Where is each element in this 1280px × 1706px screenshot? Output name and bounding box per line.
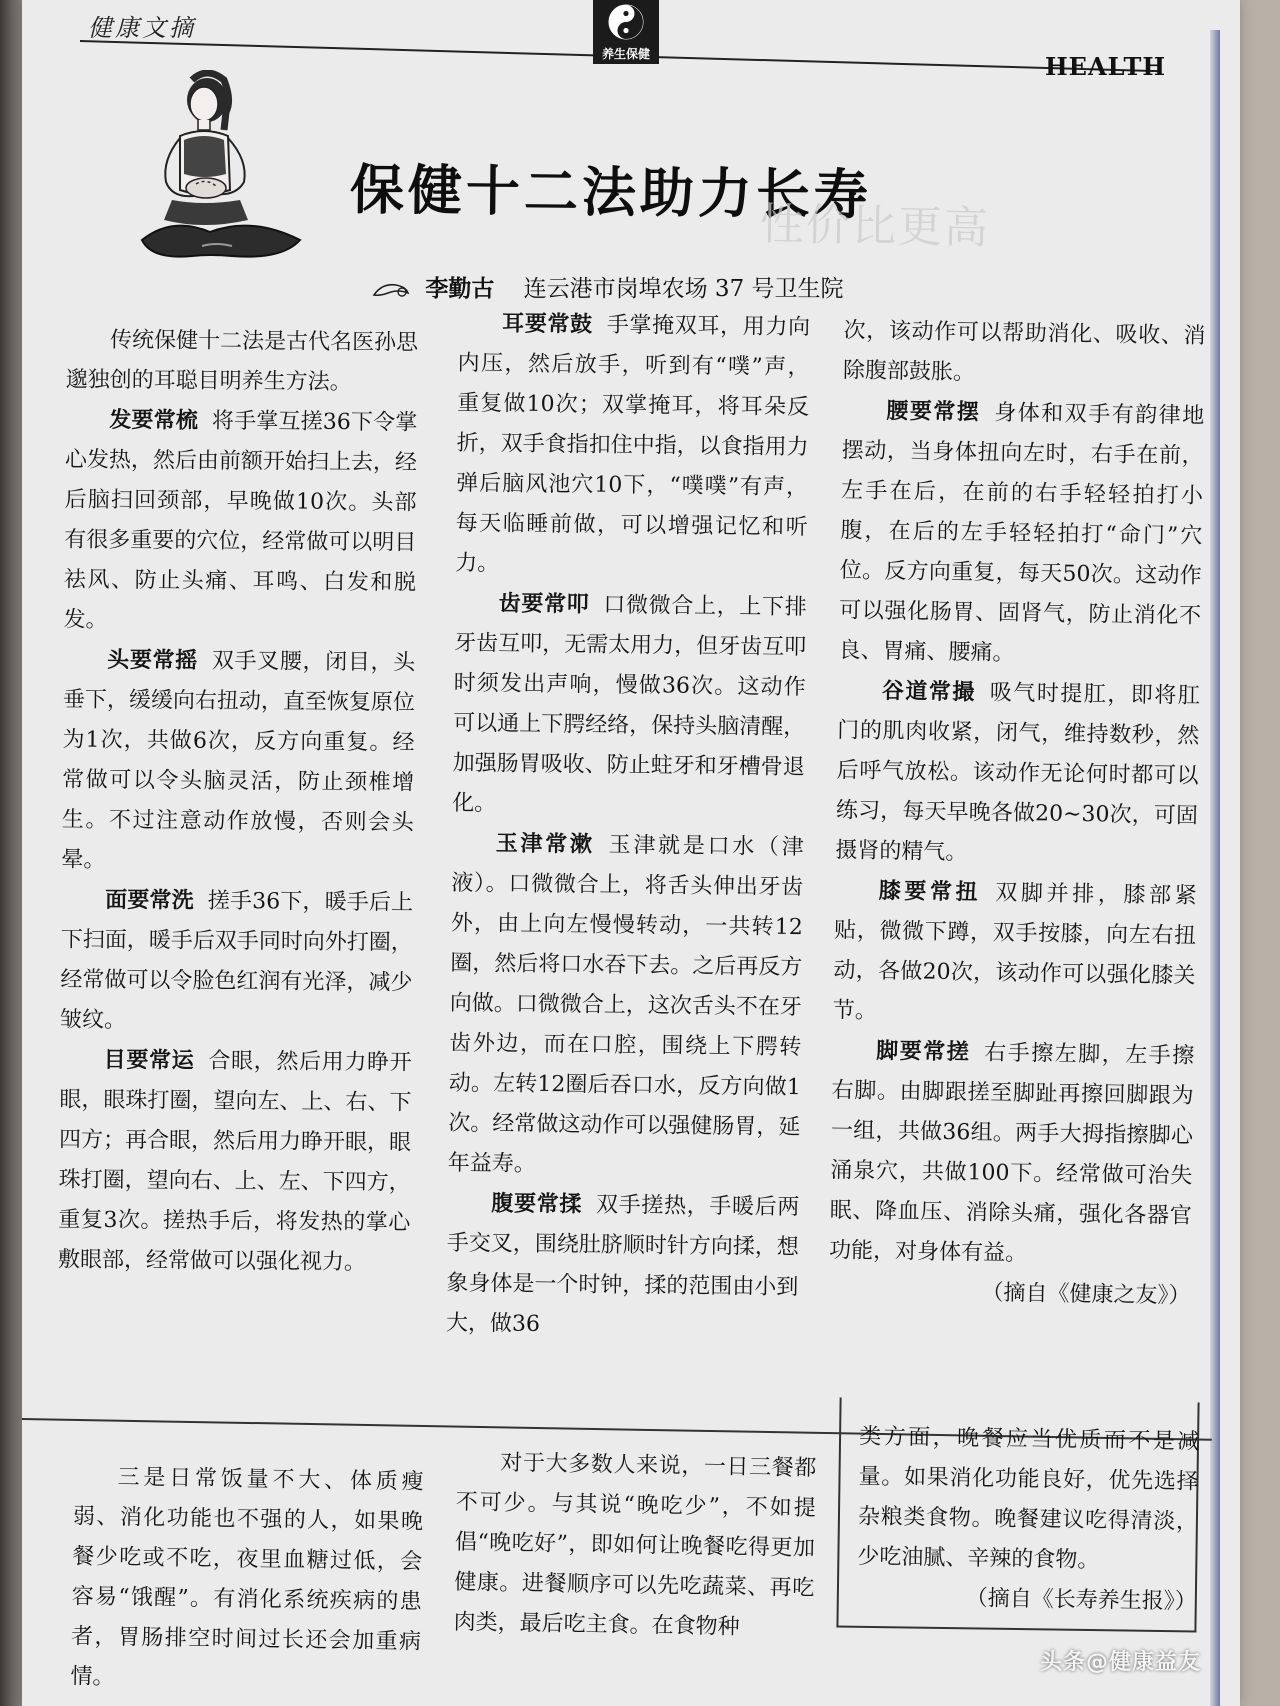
article-column-2: [446, 304, 811, 1348]
method-heading: 脚要常搓: [876, 1038, 971, 1066]
page-edge: [1210, 30, 1220, 1706]
method-text: 玉津就是口水（津液）。口微微合上，将舌头伸出牙齿外，由上向左慢慢转动，一共转12圈，然后将口水吞下去。之后再反方向做。口微微合上，这次舌头不在牙齿外边，而在口腔，围绕上下腭转动。左转12圈后吞口水，反方向做1次。经常做这动作可以强健肠胃，延年益寿。: [447, 832, 804, 1177]
book-gutter: [0, 0, 22, 1706]
method-text: 手掌掩双耳，用力向内压，然后放手，听到有“噗”声，重复做10次；双掌掩耳，将耳朵反折，双手食指扣住中指，以食指用力弹后脑风池穴10下，“噗噗”有声，每天临睡前做，可以增强记忆和听力。: [455, 312, 811, 577]
method-paragraph: [60, 880, 413, 1043]
next-article-paragraph: 对于大多数人来说，一日三餐都不可少。与其说“晚吃少”，不如提倡“晚吃好”，即如何让晚餐吃得更加健康。进餐顺序可以先吃蔬菜、再吃肉类，最后吃主食。在食物种: [453, 1450, 817, 1640]
method-paragraph: [58, 1040, 412, 1283]
next-article-column-1: [70, 1457, 424, 1702]
method-paragraph: [835, 671, 1200, 877]
next-article-citation: （摘自《长寿养生报》）: [965, 1586, 1197, 1615]
method-paragraph: [446, 1184, 800, 1348]
article-column-1: [58, 320, 418, 1283]
method-heading: 齿要常叩: [498, 591, 590, 618]
method-text: 吸气时提肛，即将肛门的肌肉收紧，闭气，维持数秒，然后呼气放松。该动作无论何时都可以练习，每天早晚各做20~30次，可固摄肾的精气。: [835, 680, 1201, 866]
next-article-column-3: [856, 1417, 1199, 1622]
method-paragraph: [61, 640, 415, 883]
next-article-paragraph: 类方面，晚餐应当优质而不是减量。如果消化功能良好，优先选择杂粮类食物。晚餐建议吃得清淡，少吃油腻、辛辣的食物。: [857, 1424, 1200, 1574]
method-heading: 玉津常漱: [495, 831, 595, 858]
health-label: HEALTH: [1045, 52, 1167, 81]
method-text: 将手掌互搓36下令掌心发热，然后由前额开始扫上去，经后脑扫回颈部，早晚做10次。头部有很多重要的穴位，经常做可以明目祛风、防止头痛、耳鸣、白发和脱发。: [63, 408, 418, 633]
method-text: 右手擦左脚，左手擦右脚。由脚跟搓至脚趾再擦回脚跟为一组，共做36组。两手大拇指擦脚心涌泉穴，共做100下。经常做可治失眠、降血压、消除头痛，强化各器官功能，对身体有益。: [828, 1040, 1195, 1267]
method-paragraph: [63, 400, 417, 643]
method-text: 双手叉腰，闭目，头垂下，缓缓向右扭动，直至恢复原位为1次，共做6次，反方向重复。经常做可以令头脑灵活，防止颈椎增生。不过注意动作放慢，否则会头晕。: [61, 648, 416, 873]
method-text: 身体和双手有韵律地摆动，当身体扭向左时，右手在前，左手在后，在前的右手轻轻拍打小腹，在后的左手轻轻拍打“命门”穴位。反方向重复，每天50次。这动作可以强化肠胃、固肾气，防止消化不良、胃痛、腰痛。: [838, 400, 1205, 666]
method-paragraph: [829, 1031, 1195, 1277]
byline: [372, 270, 844, 303]
method-paragraph: [455, 304, 810, 588]
method-heading: 谷道常撮: [881, 678, 977, 706]
method-heading: 膝要常扭: [878, 878, 982, 906]
method-text: 合眼，然后用力睁开眼，眼珠打圈，望向左、上、右、下四方；再合眼，然后用力睁开眼，眼珠打圈，望向右、上、左、下四方，重复3次。搓热手后，将发热的掌心敷眼部，经常做可以强化视力。: [57, 1048, 412, 1276]
column-logo-text: 养生保健: [601, 47, 650, 61]
watermark: 头条@健康益友: [1040, 1650, 1202, 1675]
article-title: 保健十二法助力长寿: [349, 158, 873, 227]
method-heading: 目要常运: [103, 1047, 195, 1074]
intro-paragraph: 传统保健十二法是古代名医孙思邈独创的耳聪目明养生方法。: [65, 327, 419, 395]
section-header: 健康文摘: [88, 14, 196, 42]
method-text: 双脚并排，膝部紧贴，微微下蹲，双手按膝，向左右扭动，各做20次，该动作可以强化膝关节。: [832, 880, 1197, 1024]
author-name: 李勤古: [425, 276, 495, 302]
yin-yang-icon: [608, 4, 644, 40]
author-affiliation: 连云港市岗埠农场 37 号卫生院: [523, 276, 844, 302]
method-heading: 发要常梳: [109, 407, 199, 434]
show-through-text: 性价比更高: [759, 198, 991, 255]
quill-scroll-icon: [372, 281, 410, 299]
article-citation: （摘自《健康之友》）: [981, 1280, 1191, 1309]
method-heading: 头要常摇: [107, 647, 199, 674]
next-article-paragraph: 三是日常饭量不大、体质瘦弱、消化功能也不强的人，如果晚餐少吃或不吃，夜里血糖过低，会容易“饿醒”。有消化系统疾病的患者，胃肠排空时间过长还会加重病情。: [70, 1464, 424, 1690]
next-article-column-2: [453, 1443, 816, 1649]
article-column-3: [828, 311, 1206, 1317]
method-text: 双手搓热，手暖后两手交叉，围绕肚脐顺时针方向揉，想象身体是一个时钟，揉的范围由小到大，做36: [445, 1192, 800, 1337]
method-text: 口微微合上，上下排牙齿互叩，无需太用力，但牙齿互叩时须发出声响，慢做36次。这动作可以通上下腭经络，保持头脑清醒，加强肠胃吸收、防止蛀牙和牙槽骨退化。: [452, 592, 807, 817]
continued-paragraph: 次，该动作可以帮助消化、吸收、消除腹部鼓胀。: [842, 318, 1206, 386]
method-heading: 腹要常揉: [491, 1191, 583, 1218]
method-paragraph: [833, 871, 1197, 1037]
method-text: 搓手36下，暖手后上下扫面，暖手后双手同时向外打圈，经常做可以令脸色红润有光泽，减少皱纹。: [59, 888, 414, 1034]
column-logo: [593, 0, 659, 64]
method-paragraph: [452, 584, 807, 828]
meditating-woman-illustration: [132, 70, 332, 290]
method-heading: 腰要常摆: [886, 398, 981, 426]
method-heading: 面要常洗: [105, 887, 194, 914]
method-heading: 耳要常鼓: [501, 311, 593, 338]
method-paragraph: [838, 391, 1204, 677]
method-paragraph: [448, 824, 804, 1188]
